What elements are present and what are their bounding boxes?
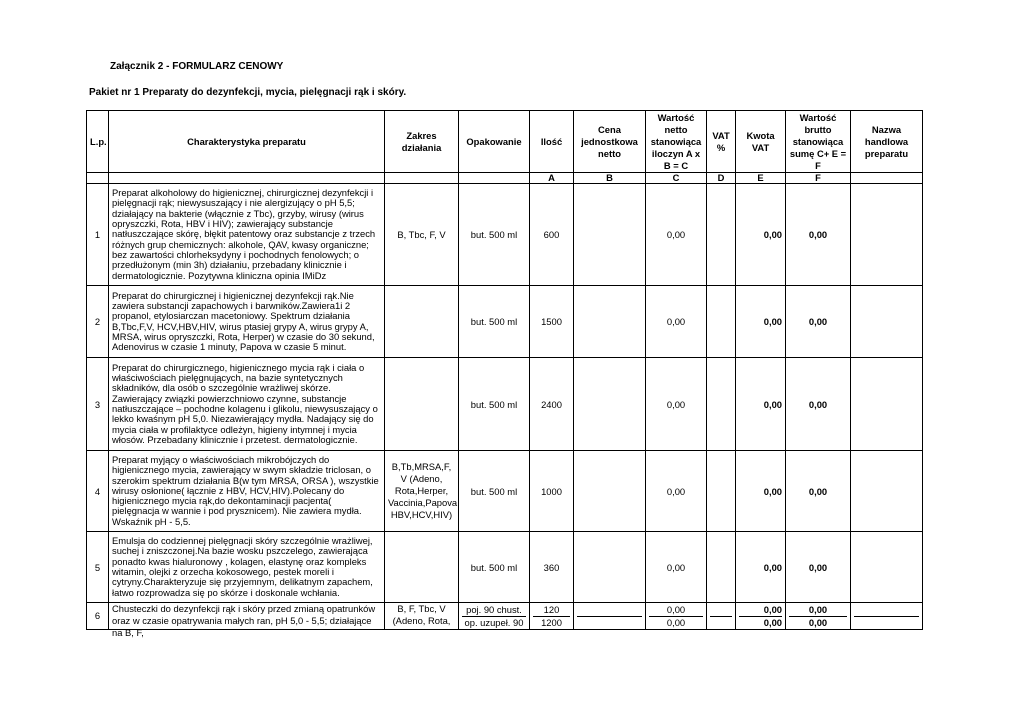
product-scope bbox=[385, 286, 459, 358]
gross-value-box: 0,00 bbox=[789, 604, 847, 617]
product-quantity: 1000 bbox=[530, 451, 574, 532]
gross-value: 0,00 bbox=[786, 358, 851, 451]
vat-amount bbox=[736, 603, 786, 630]
product-description bbox=[109, 603, 385, 638]
gross-value: 0,00 bbox=[786, 532, 851, 603]
letter-c: C bbox=[646, 173, 707, 184]
vat-cell[interactable] bbox=[707, 451, 736, 532]
product-description: Preparat alkoholowy do higienicznej, chirurgicznej dezynfekcji i pielęgnacji rąk; niewysuszający i nie alergizujący o pH 5,5; działający na bakterie (włącznie z Tbc), grzyby, wirusy (wirus opryszczki, Rota, HBV i HIV); zawierający substancje natłuszczające skórę, błękit patentowy oraz substancje z trzech różnych grup chemicznych: alkohole, QAV, kwasy organiczne; bez zawartości chlorheksydyny i pochodnych fenolowych; o przedłużonym (min 3h) działaniu, przebadany klinicznie i dermatologicznie. Pozytywna kliniczna opinia IMiDz bbox=[109, 184, 385, 286]
unit-price-cell[interactable] bbox=[574, 358, 646, 451]
vat-cell[interactable] bbox=[707, 184, 736, 286]
header-vat-amount: Kwota VAT bbox=[736, 111, 786, 173]
vat-amount: 0,00 bbox=[736, 184, 786, 286]
product-quantity: 360 bbox=[530, 532, 574, 603]
product-packaging: but. 500 ml bbox=[459, 532, 530, 603]
product-description: Preparat do chirurgicznej i higienicznej dezynfekcji rąk.Nie zawiera substancji zapachowych i barwników.Zawiera1i 2 propanol, etylosiarczan macetoniowy. Spektrum działania B,Tbc,F,V, HCV,HBV,HIV, wirus ptasiej grypy A, wirus grypy A, MRSA, wirus opryszczki, Rota, Herper) w czasie do 30 sekund, Adenovirus w czasie 1 minuty, Papova w czasie 5 minut. bbox=[109, 286, 385, 358]
vat-cell[interactable] bbox=[707, 532, 736, 603]
product-description-text: Chusteczki do dezynfekcji rąk i skóry przed zmianą opatrunków oraz w czasie opatrywania małych ran, pH 5,0 - 5,5; działające na B, F, bbox=[112, 603, 376, 638]
product-scope bbox=[385, 532, 459, 603]
product-packaging: but. 500 ml bbox=[459, 358, 530, 451]
product-scope bbox=[385, 358, 459, 451]
header-unit-price: Cena jednostkowa netto bbox=[574, 111, 646, 173]
net-value: 0,00 bbox=[646, 451, 707, 532]
table-row bbox=[87, 286, 923, 358]
product-scope bbox=[385, 603, 459, 630]
trade-name-cell[interactable] bbox=[851, 184, 923, 286]
quantity-box: 120 bbox=[533, 604, 570, 617]
row-number: 2 bbox=[87, 286, 109, 358]
header-quantity: Ilość bbox=[530, 111, 574, 173]
packaging-box: poj. 90 chust. bbox=[462, 604, 526, 617]
table-row bbox=[87, 532, 923, 603]
product-quantity: 600 bbox=[530, 184, 574, 286]
document-title: Załącznik 2 - FORMULARZ CENOWY bbox=[110, 61, 284, 72]
quantity-refill: 1200 bbox=[541, 616, 562, 628]
trade-name-cell[interactable] bbox=[851, 603, 923, 630]
product-packaging: but. 500 ml bbox=[459, 184, 530, 286]
letter-b: B bbox=[574, 173, 646, 184]
gross-value: 0,00 bbox=[786, 184, 851, 286]
header-packaging: Opakowanie bbox=[459, 111, 530, 173]
product-scope: B, Tbc, F, V bbox=[385, 184, 459, 286]
table-row bbox=[87, 358, 923, 451]
vat-amount: 0,00 bbox=[736, 358, 786, 451]
net-value bbox=[646, 603, 707, 630]
letter-a: A bbox=[530, 173, 574, 184]
product-packaging: but. 500 ml bbox=[459, 286, 530, 358]
net-value: 0,00 bbox=[646, 358, 707, 451]
header-trade-name: Nazwa handlowa preparatu bbox=[851, 111, 923, 173]
trade-name-cell[interactable] bbox=[851, 451, 923, 532]
trade-name-cell[interactable] bbox=[851, 532, 923, 603]
vat-cell[interactable] bbox=[707, 286, 736, 358]
price-form-table bbox=[86, 110, 923, 638]
product-scope: B,Tb,MRSA,F, V (Adeno, Rota,Herper, Vaccinia,Papova, HBV,HCV,HIV) bbox=[385, 451, 459, 532]
product-quantity: 2400 bbox=[530, 358, 574, 451]
header-net-value: Wartość netto stanowiąca iloczyn A x B = C bbox=[646, 111, 707, 173]
letter-d: D bbox=[707, 173, 736, 184]
header-scope: Zakres działania bbox=[385, 111, 459, 173]
package-title: Pakiet nr 1 Preparaty do dezynfekcji, mycia, pielęgnacji rąk i skóry. bbox=[89, 87, 407, 98]
row-number: 4 bbox=[87, 451, 109, 532]
vat-cell[interactable] bbox=[707, 358, 736, 451]
letter-f: F bbox=[786, 173, 851, 184]
unit-price-cell[interactable] bbox=[574, 286, 646, 358]
vat-amount: 0,00 bbox=[736, 451, 786, 532]
product-scope-text: B, F, Tbc, V (Adeno, Rota, bbox=[392, 603, 451, 626]
vat-cell[interactable] bbox=[707, 603, 736, 630]
vat-amount: 0,00 bbox=[736, 532, 786, 603]
row-number: 5 bbox=[87, 532, 109, 603]
product-packaging bbox=[459, 603, 530, 630]
vat-amount: 0,00 bbox=[736, 286, 786, 358]
product-description: Emulsja do codziennej pielęgnacji skóry szczególnie wrażliwej, suchej i zniszczonej.Na bazie wosku pszczelego, zawierająca ponadto kwas hialuronowy , kolagen, elastynę oraz kompleks witamin, olejki z orzecha kokosowego, pestek moreli i cytryny.Charakteryzuje się przyjemnym, delikatnym zapachem, łatwo rozprowadza się po skórze i doskonale wchłania. bbox=[109, 532, 385, 603]
product-description: Preparat do chirurgicznego, higienicznego mycia rąk i ciała o właściwościach pielęgnujących, na bazie syntetycznych składników, dla osób o szczególnie wrażliwej skórze. Zawierający związki powierzchniowo czynne, substancje natłuszczające – pochodne kolagenu i glikolu, niewysuszający o lekko kwaśnym pH 5,0. Niezawierający mydła. Nadający się do mycia ciała w profilaktyce odleżyn, higieny intymnej i mycia włosów. Przebadany klinicznie i przetest. dermatologicznie. bbox=[109, 358, 385, 451]
packaging-refill: op. uzupeł. 90 bbox=[464, 616, 524, 628]
trade-name-cell[interactable] bbox=[851, 286, 923, 358]
row-number: 3 bbox=[87, 358, 109, 451]
net-value-refill: 0,00 bbox=[666, 616, 686, 628]
unit-price-cell[interactable] bbox=[574, 532, 646, 603]
unit-price-cell[interactable] bbox=[574, 184, 646, 286]
vat-amount-refill: 0,00 bbox=[763, 616, 782, 628]
gross-value-refill: 0,00 bbox=[808, 616, 828, 628]
header-gross-value: Wartość brutto stanowiąca sumę C+ E = F bbox=[786, 111, 851, 173]
table-row bbox=[87, 603, 923, 630]
product-description: Preparat myjący o właściwościach mikrobójczych do higienicznego mycia, zawierający w swym składzie triclosan, o szerokim spektrum działania B(w tym MRSA, ORSA ), wszystkie wirusy osłonione( łącznie z HBV, HCV,HIV).Polecany do higienicznego mycia rąk,do dekontaminacji pacjenta( pielęgnacja w wannie i pod prysznicem). Nie zawiera mydła. Wskaźnik pH - 5,5. bbox=[109, 451, 385, 532]
unit-price-cell[interactable] bbox=[574, 603, 646, 630]
letters-row bbox=[87, 173, 923, 184]
product-quantity bbox=[530, 603, 574, 630]
gross-value bbox=[786, 603, 851, 630]
gross-value: 0,00 bbox=[786, 286, 851, 358]
header-vat: VAT % bbox=[707, 111, 736, 173]
row-number: 6 bbox=[87, 603, 109, 630]
header-characteristics: Charakterystyka preparatu bbox=[109, 111, 385, 173]
net-value: 0,00 bbox=[646, 532, 707, 603]
unit-price-cell[interactable] bbox=[574, 451, 646, 532]
letter-e: E bbox=[736, 173, 786, 184]
net-value: 0,00 bbox=[646, 286, 707, 358]
product-quantity: 1500 bbox=[530, 286, 574, 358]
net-value: 0,00 bbox=[646, 184, 707, 286]
header-lp: L.p. bbox=[87, 111, 109, 173]
product-packaging: but. 500 ml bbox=[459, 451, 530, 532]
table-row bbox=[87, 451, 923, 532]
row-number: 1 bbox=[87, 184, 109, 286]
table-row bbox=[87, 184, 923, 286]
net-value-box: 0,00 bbox=[649, 604, 703, 617]
header-row bbox=[87, 111, 923, 173]
vat-amount-box: 0,00 bbox=[739, 604, 782, 617]
trade-name-cell[interactable] bbox=[851, 358, 923, 451]
gross-value: 0,00 bbox=[786, 451, 851, 532]
